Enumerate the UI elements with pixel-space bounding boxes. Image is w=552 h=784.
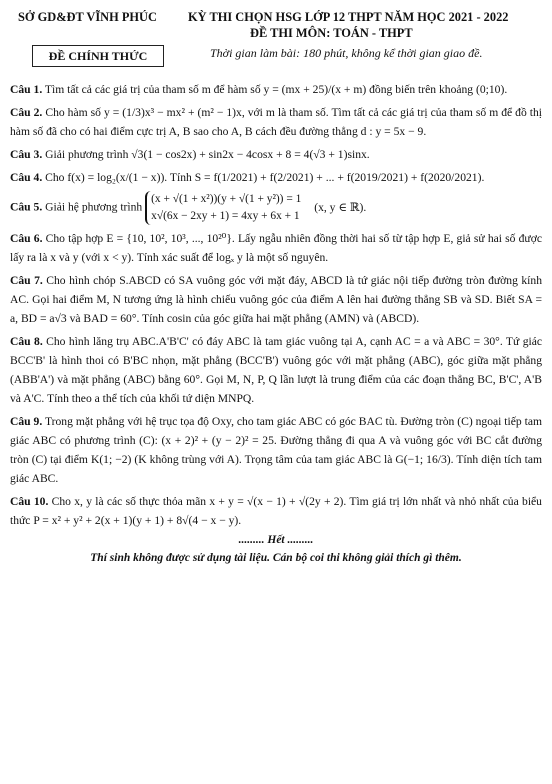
question-8 bbox=[10, 332, 542, 408]
question-label: Câu 7. bbox=[10, 274, 43, 287]
question-text: Trong mặt phẳng với hệ trục tọa độ Oxy, cho tam giác ABC có góc BAC tù. Đường tròn (C) ngoại tiếp tam giác ABC có phương trình (C): (x + 2)² + (y − 2)² = 25. Đường thẳng đi qua A và vuông góc với BC cắt đường tròn (C) tại điểm K(1; −2) (K không trùng với A). Trọng tâm của tam giác ABC là G(−1; 16/3). Tính diện tích tam giác ABC. bbox=[10, 415, 542, 485]
question-text: Cho hình lăng trụ ABC.A'B'C' có đáy ABC là tam giác vuông tại A, cạnh AC = a và ABC = 30°. Tứ giác BCC'B' là hình thoi có B'BC nhọn, mặt phẳng (BCC'B') vuông góc với mặt phẳng (ABC), góc giữa mặt phẳng (ABB'A') và mặt phẳng (ABC) bằng 60°. Gọi M, N, P, Q lần lượt là trung điểm của các đoạn thẳng BC, B'C', A'B và A'C. Tính theo a thể tích của khối tứ diện MNPQ. bbox=[10, 335, 543, 405]
question-text: Cho hình chóp S.ABCD có SA vuông góc với mặt đáy, ABCD là tứ giác nội tiếp đường tròn đường kính AC. Gọi hai điểm M, N tương ứng là hình chiếu vuông góc của điểm A lên hai đường thẳng SB và SD. Biết SA = a, BD = a√3 và BAD = 60°. Tính cosin của góc giữa hai mặt phẳng (AMN) và (ABCD). bbox=[10, 274, 542, 325]
question-label: Câu 2. bbox=[10, 106, 43, 119]
official-badge: ĐỀ CHÍNH THỨC bbox=[32, 45, 164, 67]
end-mark: ......... Hết ......... bbox=[238, 534, 314, 546]
question-label: Câu 10. bbox=[10, 495, 49, 508]
system-equation-2: x√(6x − 2xy + 1) = 4xy + 6x + 1 bbox=[151, 210, 300, 222]
question-label: Câu 9. bbox=[10, 415, 43, 428]
question-label: Câu 4. bbox=[10, 171, 43, 184]
time-note: Thời gian làm bài: 180 phút, không kể thời gian giao đề. bbox=[210, 46, 483, 60]
question-label: Câu 1. bbox=[10, 83, 43, 96]
question-text: Giải hệ phương trình bbox=[45, 200, 143, 214]
question-label: Câu 3. bbox=[10, 148, 43, 161]
question-3 bbox=[10, 145, 542, 164]
system-domain: (x, y ∈ ℝ). bbox=[314, 200, 367, 214]
question-2 bbox=[10, 103, 542, 141]
exam-header bbox=[10, 0, 542, 80]
question-text: Cho x, y là các số thực thỏa mãn x + y = √(x − 1) + √(2y + 2). Tìm giá trị lớn nhất và nhỏ nhất của biểu thức P = x² + y² + 2(x + 1)(y + 1) + 8√(4 − x − y). bbox=[10, 495, 542, 527]
question-text: Giải phương trình √3(1 − cos2x) + sin2x − 4cosx + 8 = 4(√3 + 1)sinx. bbox=[45, 148, 370, 161]
department-name: SỞ GD&ĐT VĨNH PHÚC bbox=[18, 10, 157, 24]
question-5 bbox=[10, 191, 542, 225]
question-text: Cho tập hợp E = {10, 10², 10³, ..., 10²⁰}. Lấy ngẫu nhiên đồng thời hai số từ tập hợp E, giả sử hai số được lấy ra là x và y (với x < y). Tính xác suất để logₓ y là một số nguyên. bbox=[10, 232, 542, 264]
question-text: Cho hàm số y = (1/3)x³ − mx² + (m² − 1)x, với m là tham số. Tìm tất cả các giá trị của tham số m để đồ thị hàm số đã cho có hai điểm cực trị A, B sao cho A, B cách đều đường thẳng d : y = 5x − 9. bbox=[10, 106, 542, 138]
equation-system bbox=[145, 191, 301, 225]
exam-title: KỲ THI CHỌN HSG LỚP 12 THPT NĂM HỌC 2021 - 2022 bbox=[188, 10, 509, 24]
question-text: Tìm tất cả các giá trị của tham số m để hàm số y = (mx + 25)/(x + m) đồng biến trên khoảng (0;10). bbox=[44, 83, 508, 96]
system-equation-1: (x + √(1 + x²))(y + √(1 + y²)) = 1 bbox=[151, 193, 302, 205]
question-4 bbox=[10, 168, 542, 187]
question-1 bbox=[10, 80, 542, 99]
question-9 bbox=[10, 412, 542, 488]
question-10 bbox=[10, 492, 542, 530]
question-6 bbox=[10, 229, 542, 267]
question-7 bbox=[10, 271, 542, 328]
question-label: Câu 5. bbox=[10, 200, 43, 214]
question-text: Cho f(x) = log₂(x/(1 − x)). Tính S = f(1/2021) + f(2/2021) + ... + f(2019/2021) + f(2020/2021). bbox=[45, 171, 485, 184]
footer-note: Thí sinh không được sử dụng tài liệu. Cán bộ coi thi không giải thích gì thêm. bbox=[90, 552, 462, 564]
question-label: Câu 8. bbox=[10, 335, 43, 348]
question-label: Câu 6. bbox=[10, 232, 43, 245]
exam-subject: ĐỀ THI MÔN: TOÁN - THPT bbox=[250, 26, 413, 40]
